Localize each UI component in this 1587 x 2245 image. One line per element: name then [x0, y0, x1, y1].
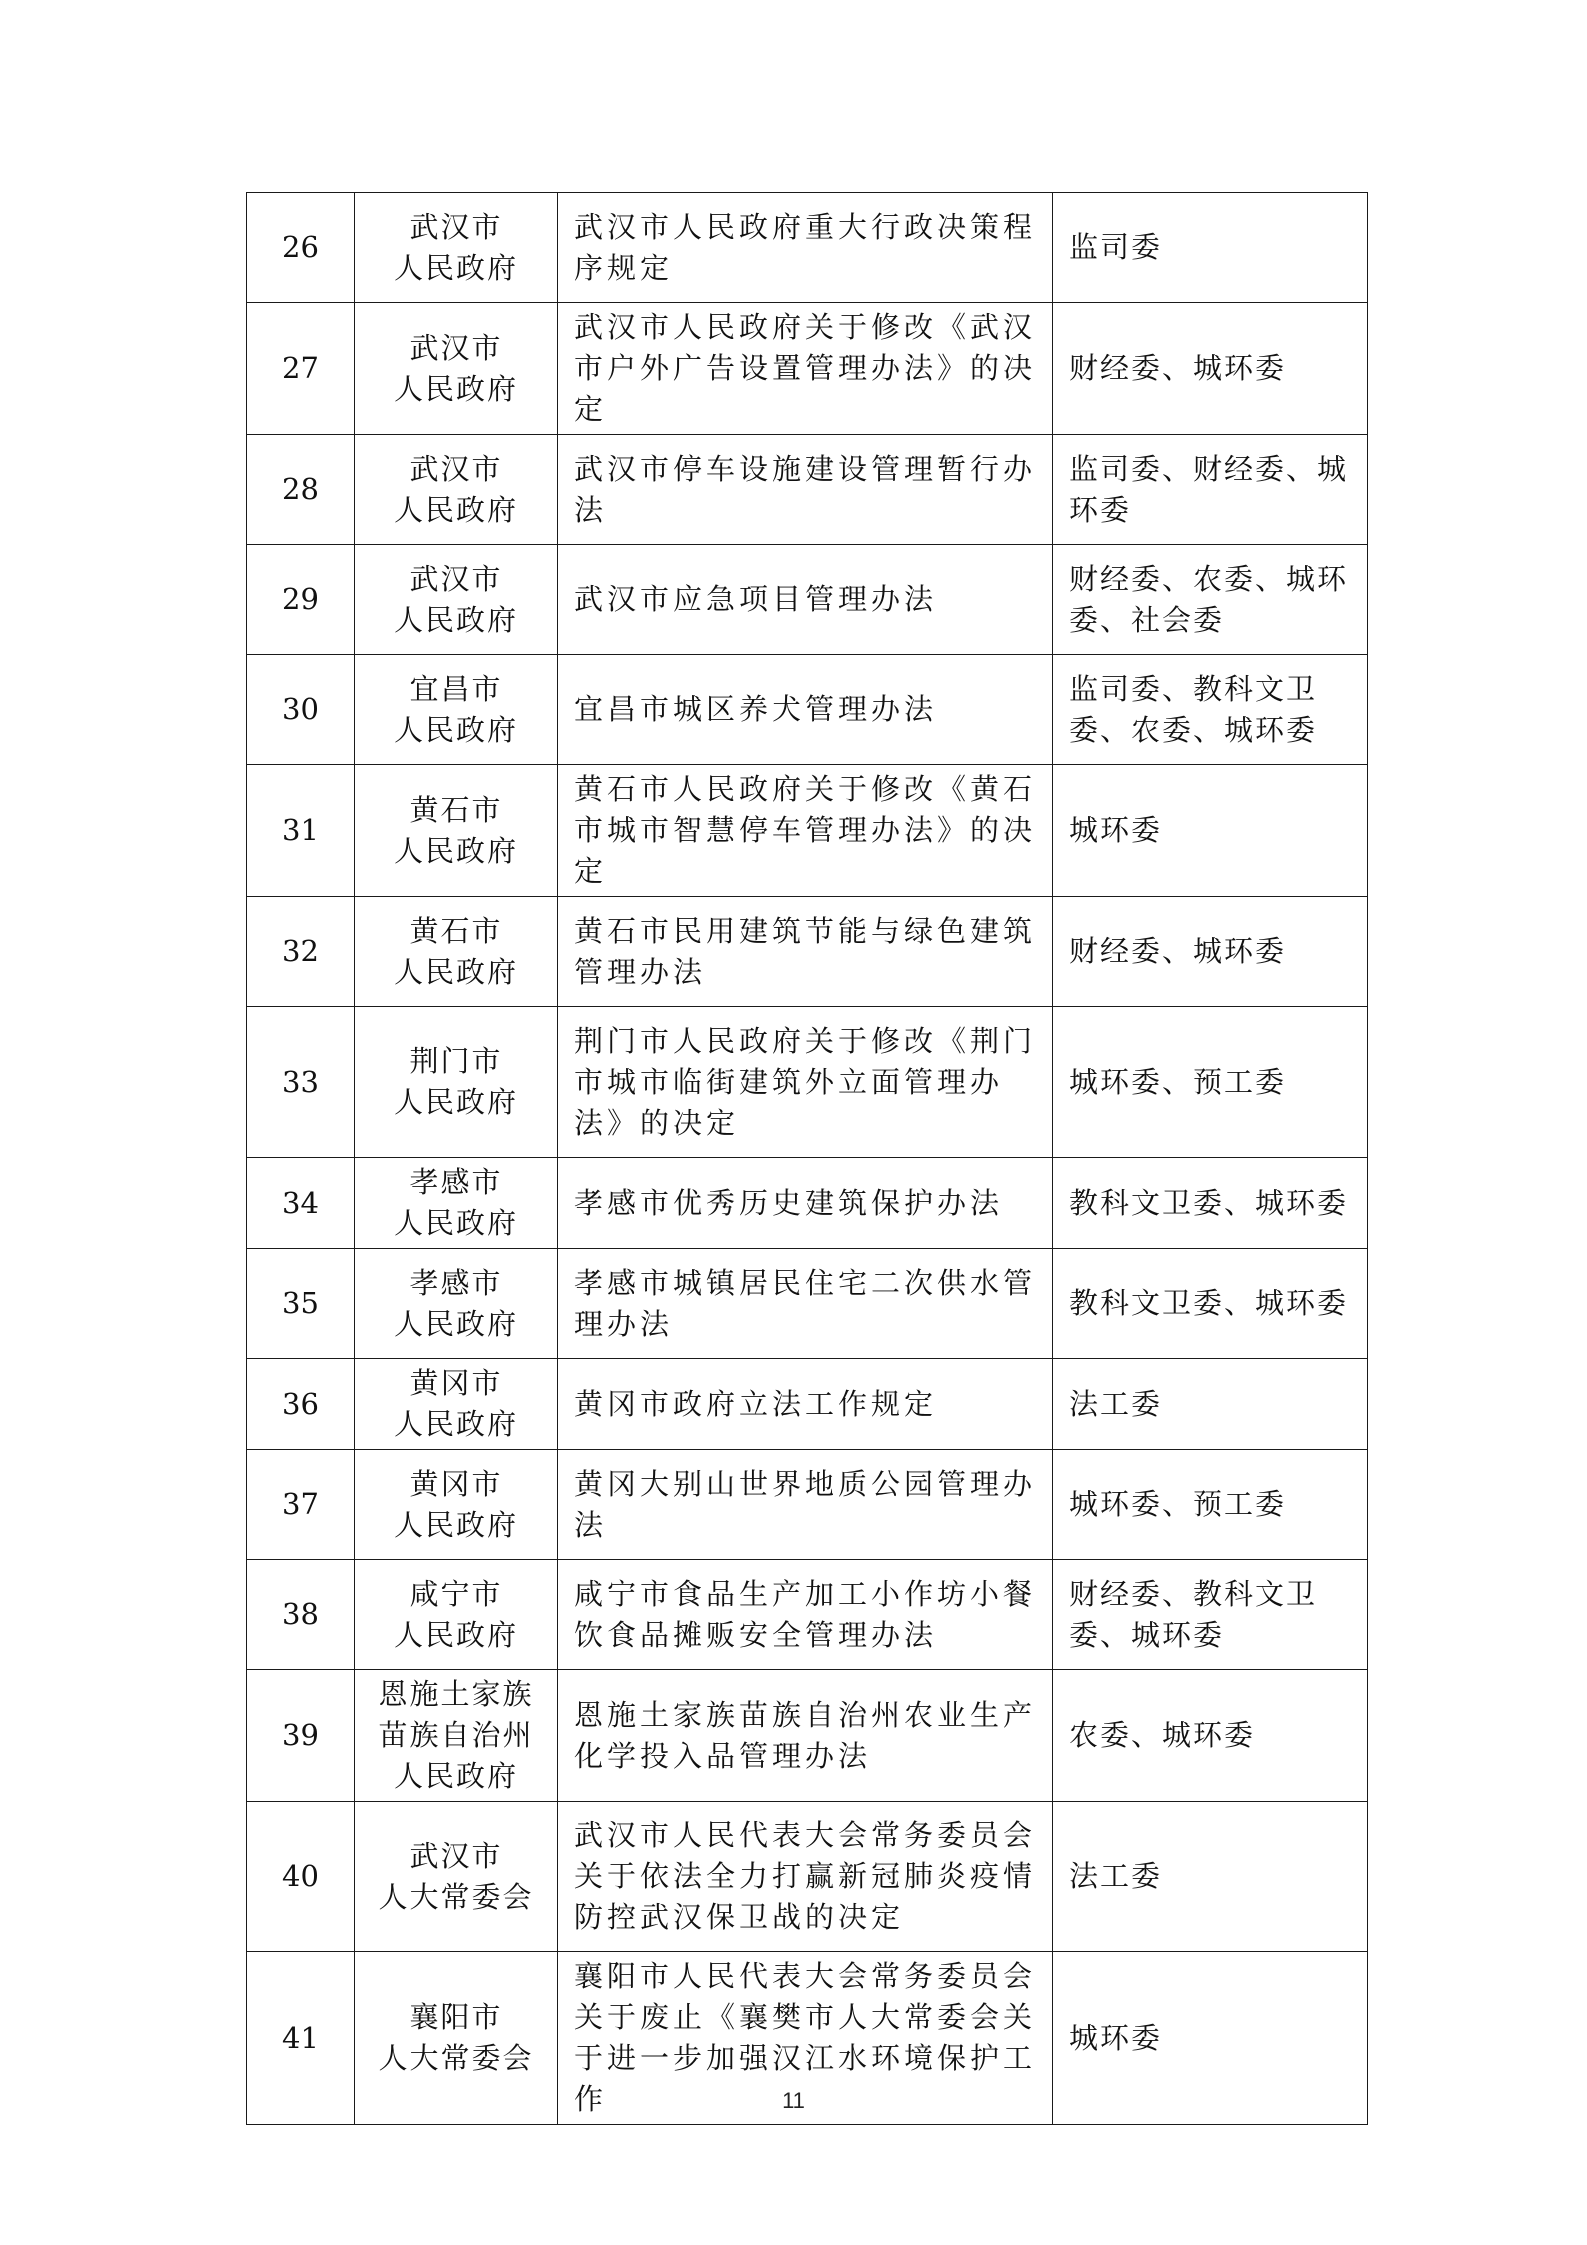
review-committee: 城环委、预工委 — [1053, 1007, 1368, 1158]
row-number: 30 — [247, 655, 355, 765]
issuing-authority-line: 人民政府 — [393, 371, 518, 406]
table-row — [247, 897, 1368, 1007]
review-committee: 教科文卫委、城环委 — [1053, 1249, 1368, 1359]
issuing-authority-line: 黄石市 — [409, 913, 503, 948]
issuing-authority-line: 人民政府 — [393, 492, 518, 527]
issuing-authority — [355, 193, 558, 303]
table-row — [247, 303, 1368, 435]
issuing-authority — [355, 1802, 558, 1952]
issuing-authority — [355, 1158, 558, 1249]
review-committee: 城环委 — [1053, 1952, 1368, 2125]
row-number: 35 — [247, 1249, 355, 1359]
issuing-authority-line: 武汉市 — [409, 330, 503, 365]
issuing-authority — [355, 897, 558, 1007]
regulation-title: 荆门市人民政府关于修改《荆门市城市临街建筑外立面管理办法》的决定 — [558, 1007, 1053, 1158]
review-committee: 法工委 — [1053, 1359, 1368, 1450]
review-committee: 城环委 — [1053, 765, 1368, 897]
review-committee: 农委、城环委 — [1053, 1670, 1368, 1802]
regulation-title: 武汉市人民代表大会常务委员会关于依法全力打赢新冠肺炎疫情防控武汉保卫战的决定 — [558, 1802, 1053, 1952]
issuing-authority-line: 武汉市 — [409, 1838, 503, 1873]
issuing-authority — [355, 303, 558, 435]
issuing-authority-line: 武汉市 — [409, 561, 503, 596]
issuing-authority-line: 人民政府 — [393, 1306, 518, 1341]
table-row — [247, 1158, 1368, 1249]
issuing-authority-line: 人民政府 — [393, 250, 518, 285]
row-number: 41 — [247, 1952, 355, 2125]
issuing-authority — [355, 435, 558, 545]
row-number: 27 — [247, 303, 355, 435]
regulation-title: 咸宁市食品生产加工小作坊小餐饮食品摊贩安全管理办法 — [558, 1560, 1053, 1670]
review-committee: 财经委、城环委 — [1053, 303, 1368, 435]
regulation-title: 襄阳市人民代表大会常务委员会关于废止《襄樊市人大常委会关于进一步加强汉江水环境保护工作 — [558, 1952, 1053, 2125]
issuing-authority-line: 襄阳市 — [409, 2000, 503, 2034]
issuing-authority — [355, 1007, 558, 1158]
issuing-authority-line: 人大常委会 — [378, 1879, 534, 1914]
review-committee: 法工委 — [1053, 1802, 1368, 1952]
row-number: 36 — [247, 1359, 355, 1450]
issuing-authority-line: 宜昌市 — [409, 671, 503, 706]
issuing-authority — [355, 1450, 558, 1560]
issuing-authority — [355, 1670, 558, 1802]
row-number: 33 — [247, 1007, 355, 1158]
regulation-title: 黄冈大别山世界地质公园管理办法 — [558, 1450, 1053, 1560]
row-number: 40 — [247, 1802, 355, 1952]
issuing-authority-line: 荆门市 — [409, 1044, 503, 1078]
review-committee: 教科文卫委、城环委 — [1053, 1158, 1368, 1249]
table-row — [247, 1007, 1368, 1158]
issuing-authority-line: 武汉市 — [409, 451, 503, 486]
issuing-authority-line: 人民政府 — [393, 1617, 518, 1652]
issuing-authority — [355, 1560, 558, 1670]
issuing-authority-line: 人民政府 — [393, 1759, 518, 1793]
table-row — [247, 1560, 1368, 1670]
issuing-authority-line: 咸宁市 — [409, 1576, 503, 1611]
table-row — [247, 1359, 1368, 1450]
issuing-authority-line: 人民政府 — [393, 602, 518, 637]
issuing-authority-line: 恩施土家族 — [378, 1677, 534, 1711]
issuing-authority-line: 人民政府 — [393, 1085, 518, 1119]
regulation-title: 孝感市城镇居民住宅二次供水管理办法 — [558, 1249, 1053, 1359]
issuing-authority-line: 人民政府 — [393, 833, 518, 868]
regulation-table — [246, 192, 1368, 2125]
issuing-authority — [355, 765, 558, 897]
regulation-title: 武汉市人民政府重大行政决策程序规定 — [558, 193, 1053, 303]
regulation-title: 武汉市停车设施建设管理暂行办法 — [558, 435, 1053, 545]
row-number: 32 — [247, 897, 355, 1007]
issuing-authority-line: 人民政府 — [393, 1507, 518, 1542]
table-row — [247, 1450, 1368, 1560]
review-committee: 财经委、城环委 — [1053, 897, 1368, 1007]
review-committee: 财经委、教科文卫委、城环委 — [1053, 1560, 1368, 1670]
issuing-authority-line: 人大常委会 — [378, 2041, 534, 2075]
table-row — [247, 1249, 1368, 1359]
regulation-title: 武汉市应急项目管理办法 — [558, 545, 1053, 655]
regulation-title: 宜昌市城区养犬管理办法 — [558, 655, 1053, 765]
regulation-table-body — [247, 193, 1368, 2125]
issuing-authority-line: 黄冈市 — [409, 1366, 503, 1400]
row-number: 34 — [247, 1158, 355, 1249]
row-number: 37 — [247, 1450, 355, 1560]
issuing-authority-line: 人民政府 — [393, 954, 518, 989]
review-committee: 监司委、教科文卫委、农委、城环委 — [1053, 655, 1368, 765]
table-row — [247, 655, 1368, 765]
issuing-authority-line: 黄石市 — [409, 792, 503, 827]
regulation-title: 武汉市人民政府关于修改《武汉市户外广告设置管理办法》的决定 — [558, 303, 1053, 435]
review-committee: 财经委、农委、城环委、社会委 — [1053, 545, 1368, 655]
regulation-title: 黄石市人民政府关于修改《黄石市城市智慧停车管理办法》的决定 — [558, 765, 1053, 897]
row-number: 26 — [247, 193, 355, 303]
issuing-authority-line: 黄冈市 — [409, 1466, 503, 1501]
regulation-title: 黄石市民用建筑节能与绿色建筑管理办法 — [558, 897, 1053, 1007]
table-row — [247, 545, 1368, 655]
issuing-authority — [355, 1359, 558, 1450]
table-row — [247, 435, 1368, 545]
issuing-authority — [355, 1249, 558, 1359]
issuing-authority-line: 人民政府 — [393, 1407, 518, 1441]
regulation-title: 黄冈市政府立法工作规定 — [558, 1359, 1053, 1450]
regulation-title: 孝感市优秀历史建筑保护办法 — [558, 1158, 1053, 1249]
row-number: 39 — [247, 1670, 355, 1802]
table-row — [247, 193, 1368, 303]
table-row — [247, 1802, 1368, 1952]
row-number: 31 — [247, 765, 355, 897]
regulation-title: 恩施土家族苗族自治州农业生产化学投入品管理办法 — [558, 1670, 1053, 1802]
table-row — [247, 765, 1368, 897]
issuing-authority-line: 孝感市 — [409, 1265, 503, 1300]
issuing-authority — [355, 545, 558, 655]
review-committee: 监司委、财经委、城环委 — [1053, 435, 1368, 545]
row-number: 29 — [247, 545, 355, 655]
table-row — [247, 1670, 1368, 1802]
review-committee: 城环委、预工委 — [1053, 1450, 1368, 1560]
issuing-authority-line: 孝感市 — [409, 1165, 503, 1199]
issuing-authority-line: 苗族自治州 — [378, 1718, 534, 1752]
page-number: 11 — [782, 2088, 805, 2113]
review-committee: 监司委 — [1053, 193, 1368, 303]
row-number: 28 — [247, 435, 355, 545]
issuing-authority-line: 武汉市 — [409, 209, 503, 244]
issuing-authority — [355, 655, 558, 765]
issuing-authority-line: 人民政府 — [393, 1206, 518, 1240]
issuing-authority-line: 人民政府 — [393, 712, 518, 747]
row-number: 38 — [247, 1560, 355, 1670]
